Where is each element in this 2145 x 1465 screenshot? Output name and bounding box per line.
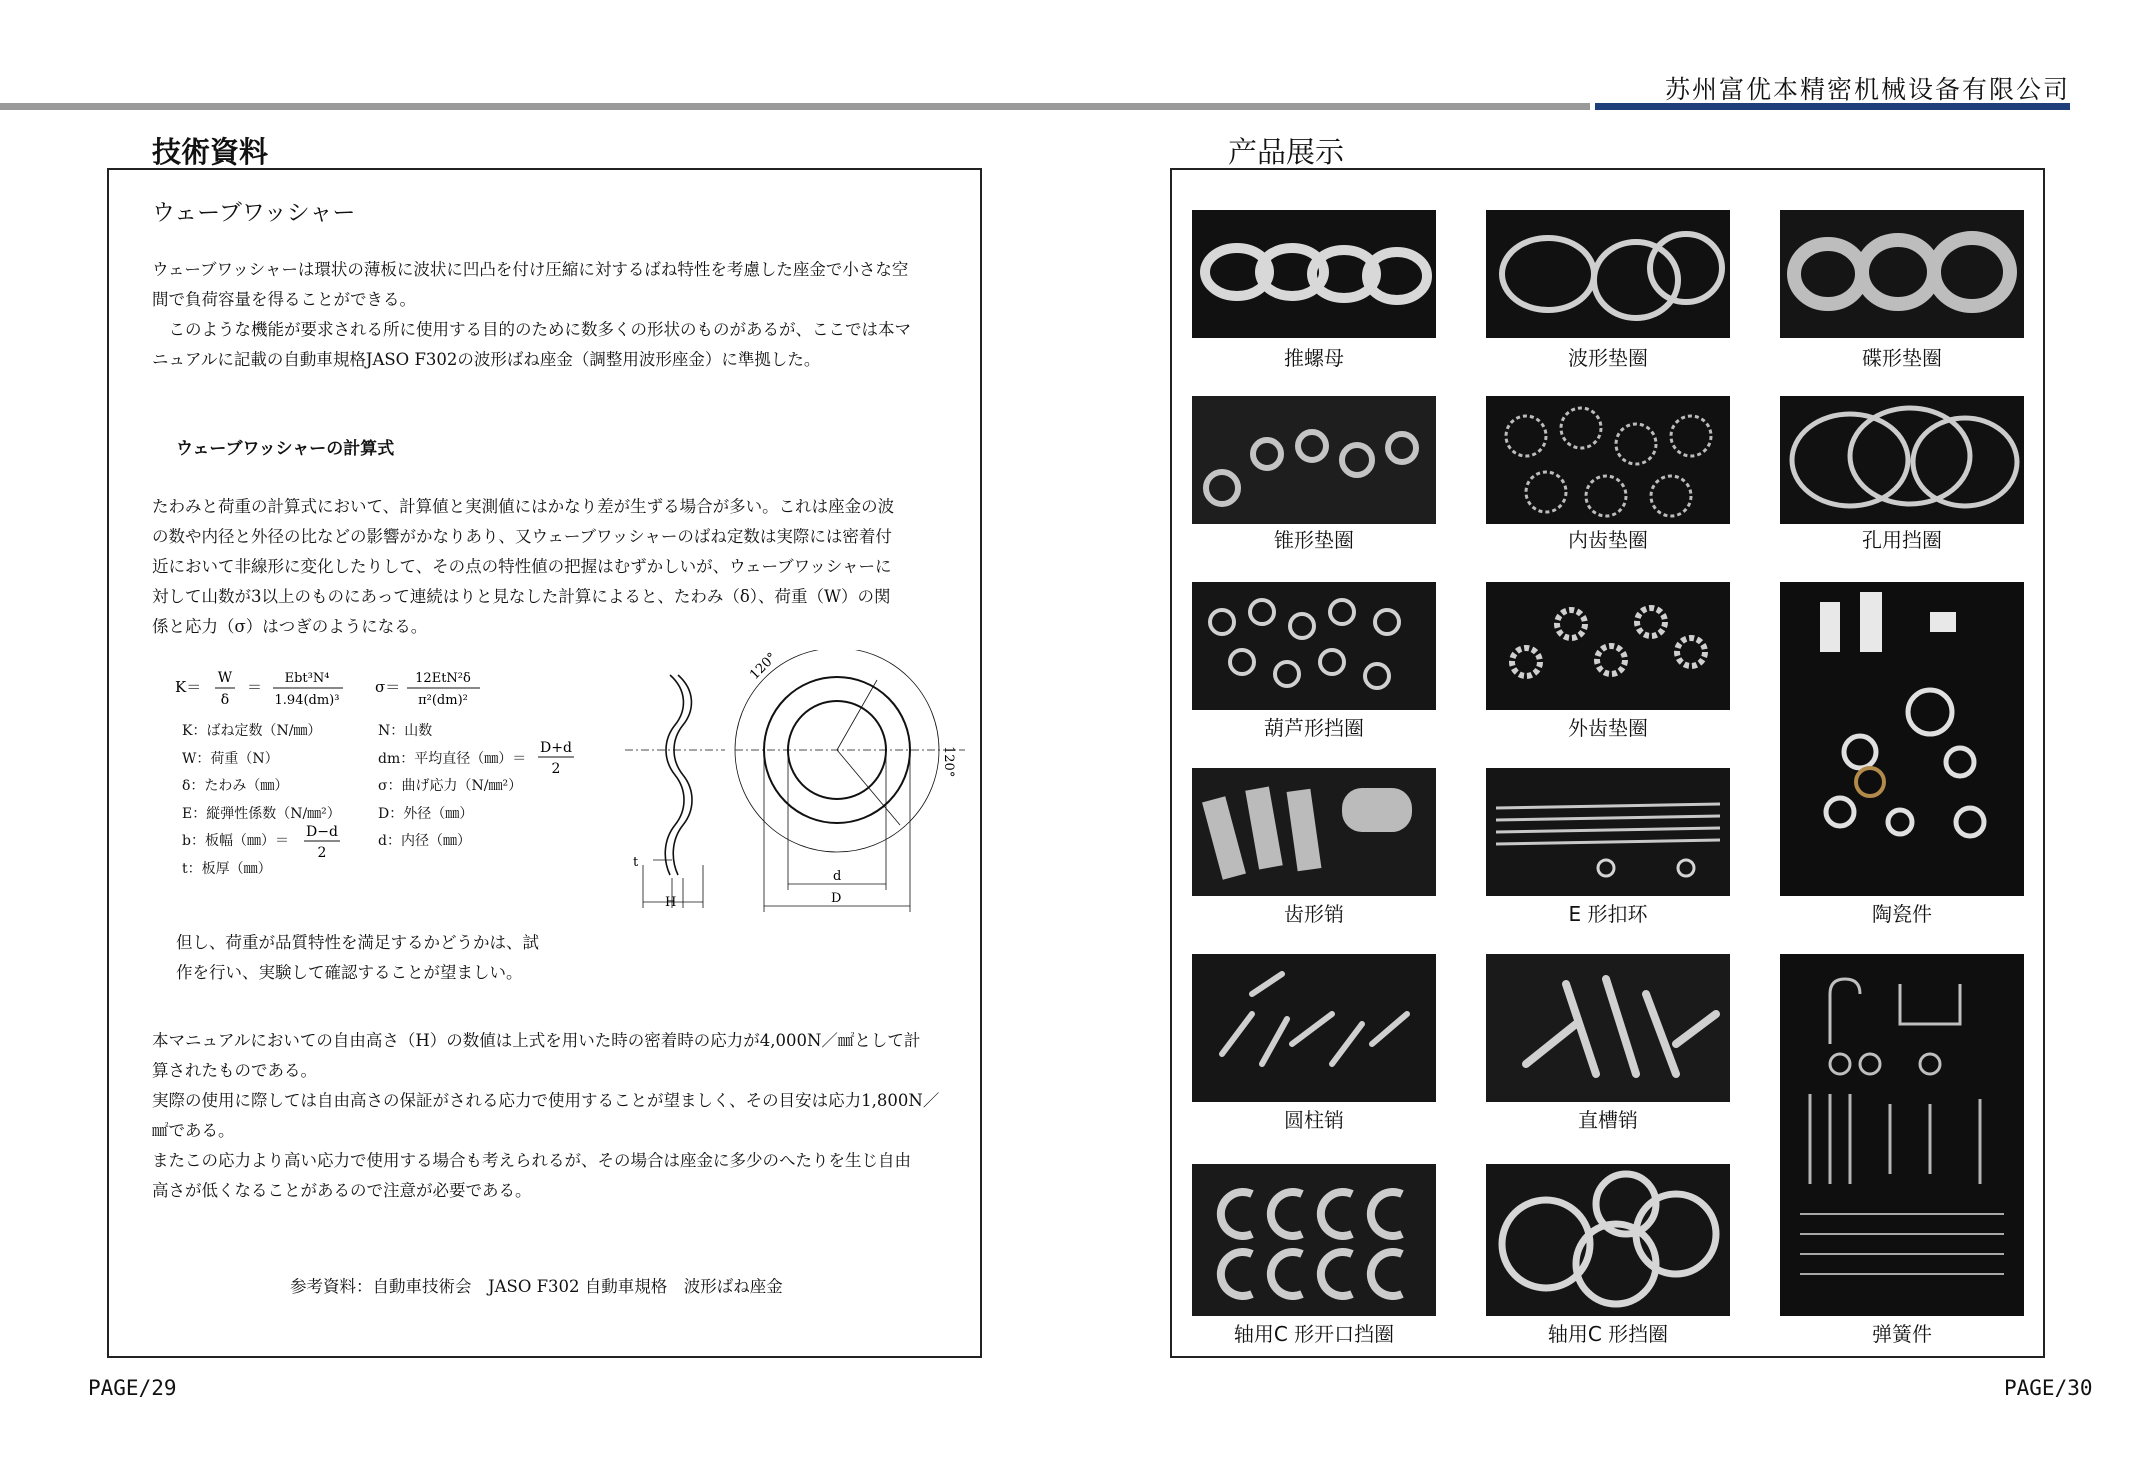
shaft-c-open-ring-photo — [1192, 1164, 1436, 1316]
legend-item: d：内径（㎜） — [378, 833, 471, 849]
svg-text:2: 2 — [317, 845, 327, 861]
left-section-title: 技術資料 — [152, 135, 269, 169]
legend-item: δ：たわみ（㎜） — [182, 778, 289, 794]
product-card — [1192, 582, 1436, 742]
spring-parts-photo — [1780, 954, 2024, 1316]
washer-front-view — [735, 650, 965, 912]
calc-line: 近において非線形に変化したりして、その点の特性値の把握はむずかしいが、ウェーブワッシャーに — [152, 557, 892, 576]
k-frac2-num: Ebt³N⁴ — [284, 671, 330, 686]
intro-line: このような機能が要求される所に使用する目的のために数多くの形状のものがあるが、ここでは本マ — [152, 320, 911, 339]
legend-item: σ：曲げ応力（N/㎜²） — [378, 778, 523, 794]
product-card — [1486, 396, 1730, 556]
product-name: 内齿垫圈 — [1568, 528, 1648, 552]
product-card — [1486, 768, 1730, 928]
intro-line: ニュアルに記載の自動車規格JASO F302の波形ばね座金（調整用波形座金）に準拠した。 — [152, 350, 821, 369]
product-name: 孔用挡圈 — [1862, 528, 1942, 552]
legend-item: b：板幅（㎜）＝ — [182, 833, 289, 849]
intro-paragraph — [152, 255, 942, 375]
wave-washer-heading: ウェーブワッシャー — [152, 200, 356, 226]
condition-line: 但し、荷重が品質特性を満足するかどうかは、試 — [176, 933, 539, 952]
condition-line: 作を行い、実験して確認することが望ましい。 — [176, 963, 523, 982]
product-card — [1192, 396, 1436, 556]
product-name: 齿形销 — [1284, 902, 1344, 926]
legend-item: dm：平均直径（㎜）＝ — [378, 750, 527, 767]
sigma-frac-den: π²(dm)² — [418, 693, 468, 708]
dm-fraction — [536, 738, 576, 778]
product-name: 轴用C 形开口挡圈 — [1233, 1322, 1395, 1346]
wave-washer-photo — [1486, 210, 1730, 338]
product-card — [1192, 1164, 1436, 1346]
calc-subheading: ウェーブワッシャーの計算式 — [176, 439, 395, 459]
product-card — [1486, 210, 1730, 370]
free-height-line: 高さが低くなることがあるので注意が必要である。 — [152, 1181, 532, 1200]
washer-side-profile — [625, 675, 725, 908]
label-D: D — [831, 891, 842, 906]
legend-right — [378, 718, 526, 856]
label-angle-right: 120° — [941, 746, 956, 778]
legend-item: E：縦弾性係数（N/㎜²） — [182, 805, 341, 822]
sigma-lhs: σ＝ — [375, 678, 401, 696]
page-number-left: PAGE/29 — [88, 1376, 177, 1400]
gourd-retaining-ring-photo — [1192, 582, 1436, 710]
condition-paragraph — [176, 928, 596, 988]
product-name: 弹簧件 — [1872, 1322, 1932, 1346]
shaft-c-ring-photo — [1486, 1164, 1730, 1316]
product-card — [1486, 954, 1730, 1134]
svg-text:D−d: D−d — [306, 824, 338, 840]
header-gray-rule — [0, 103, 1590, 110]
k-frac2-den: 1.94(dm)³ — [274, 693, 340, 708]
product-name: 直槽销 — [1578, 1108, 1638, 1132]
label-d: d — [833, 869, 842, 884]
product-card — [1780, 210, 2024, 370]
toothed-pin-photo — [1192, 768, 1436, 896]
bore-retaining-ring-photo — [1780, 396, 2024, 524]
calc-line: の数や内径と外径の比などの影響がかなりあり、又ウェーブワッシャーのばね定数は実際には密着付 — [152, 527, 892, 546]
product-name: 推螺母 — [1284, 346, 1344, 370]
free-height-line: 算されたものである。 — [152, 1061, 317, 1080]
k-frac1-den: δ — [220, 692, 230, 708]
product-name: E 形扣环 — [1568, 902, 1648, 926]
cone-washer-photo — [1192, 396, 1436, 524]
free-height-line: 実際の使用に際しては自由高さの保証がされる応力で使用することが望ましく、その目安は応力1,800N／ — [152, 1091, 940, 1110]
free-height-paragraph — [152, 1026, 942, 1206]
free-height-line: ㎟である。 — [152, 1121, 235, 1140]
ceramic-parts-photo — [1780, 582, 2024, 896]
legend-item: W：荷重（N） — [182, 750, 279, 767]
label-t: t — [633, 855, 639, 870]
k-frac1-num: W — [217, 670, 233, 686]
cylindrical-pin-photo — [1192, 954, 1436, 1102]
product-name: 外齿垫圈 — [1568, 716, 1648, 740]
push-nut-photo — [1192, 210, 1436, 338]
calc-line: 対して山数が3以上のものにあって連続はりと見なした計算によると、たわみ（δ）、荷重（W）の関 — [152, 587, 891, 606]
right-section-title: 产品展示 — [1228, 135, 1345, 169]
sigma-frac-num: 12EtN²δ — [415, 671, 471, 686]
product-name: 葫芦形挡圈 — [1264, 716, 1364, 740]
grooved-pin-photo — [1486, 954, 1730, 1102]
product-card — [1486, 1164, 1730, 1346]
calc-line: 係と応力（σ）はつぎのようになる。 — [152, 617, 428, 636]
product-card — [1780, 396, 2024, 556]
legend-item: t：板厚（㎜） — [182, 860, 272, 877]
product-card — [1192, 954, 1436, 1134]
product-name: 碟形垫圈 — [1862, 346, 1942, 370]
free-height-line: 本マニュアルにおいての自由高さ（H）の数値は上式を用いた時の密着時の応力が4,000N／㎟として計 — [152, 1031, 921, 1050]
reference-note: 参考資料：自動車技術会 JASO F302 自動車規格 波形ばね座金 — [290, 1277, 783, 1296]
external-tooth-washer-photo — [1486, 582, 1730, 710]
equals-sign: ＝ — [247, 678, 263, 696]
product-name: 陶瓷件 — [1872, 902, 1932, 926]
disc-spring-photo — [1780, 210, 2024, 338]
svg-text:2: 2 — [551, 761, 561, 777]
product-card — [1780, 582, 2024, 928]
formula-block — [175, 664, 505, 712]
product-card — [1486, 582, 1730, 742]
k-lhs: K＝ — [175, 678, 202, 696]
internal-tooth-washer-photo — [1486, 396, 1730, 524]
legend-item: K：ばね定数（N/㎜） — [182, 723, 322, 739]
b-fraction — [302, 822, 342, 862]
svg-text:D+d: D+d — [540, 740, 572, 756]
calc-paragraph — [152, 492, 942, 642]
intro-line: ウェーブワッシャーは環状の薄板に波状に凹凸を付け圧縮に対するばね特性を考慮した座金で小さな空 — [152, 260, 909, 279]
company-name: 苏州富优本精密机械设备有限公司 — [1664, 75, 2070, 104]
wave-washer-drawing — [615, 650, 975, 930]
product-card — [1780, 954, 2024, 1346]
legend-item: D：外径（㎜） — [378, 805, 474, 822]
label-H: H — [665, 895, 677, 910]
product-name: 轴用C 形挡圈 — [1547, 1322, 1669, 1346]
label-angle-top: 120° — [747, 650, 780, 683]
product-name: 锥形垫圈 — [1274, 528, 1354, 552]
product-card — [1192, 768, 1436, 928]
product-name: 波形垫圈 — [1568, 346, 1648, 370]
product-name: 圆柱销 — [1284, 1108, 1344, 1132]
e-clip-photo — [1486, 768, 1730, 896]
free-height-line: またこの応力より高い応力で使用する場合も考えられるが、その場合は座金に多少のへたりを生じ自由 — [152, 1151, 911, 1170]
product-card — [1192, 210, 1436, 370]
intro-line: 間で負荷容量を得ることができる。 — [152, 290, 416, 309]
page-number-right: PAGE/30 — [2004, 1376, 2093, 1400]
legend-item: N：山数 — [378, 723, 433, 739]
calc-line: たわみと荷重の計算式において、計算値と実測値にはかなり差が生ずる場合が多い。これは座金の波 — [152, 497, 895, 516]
